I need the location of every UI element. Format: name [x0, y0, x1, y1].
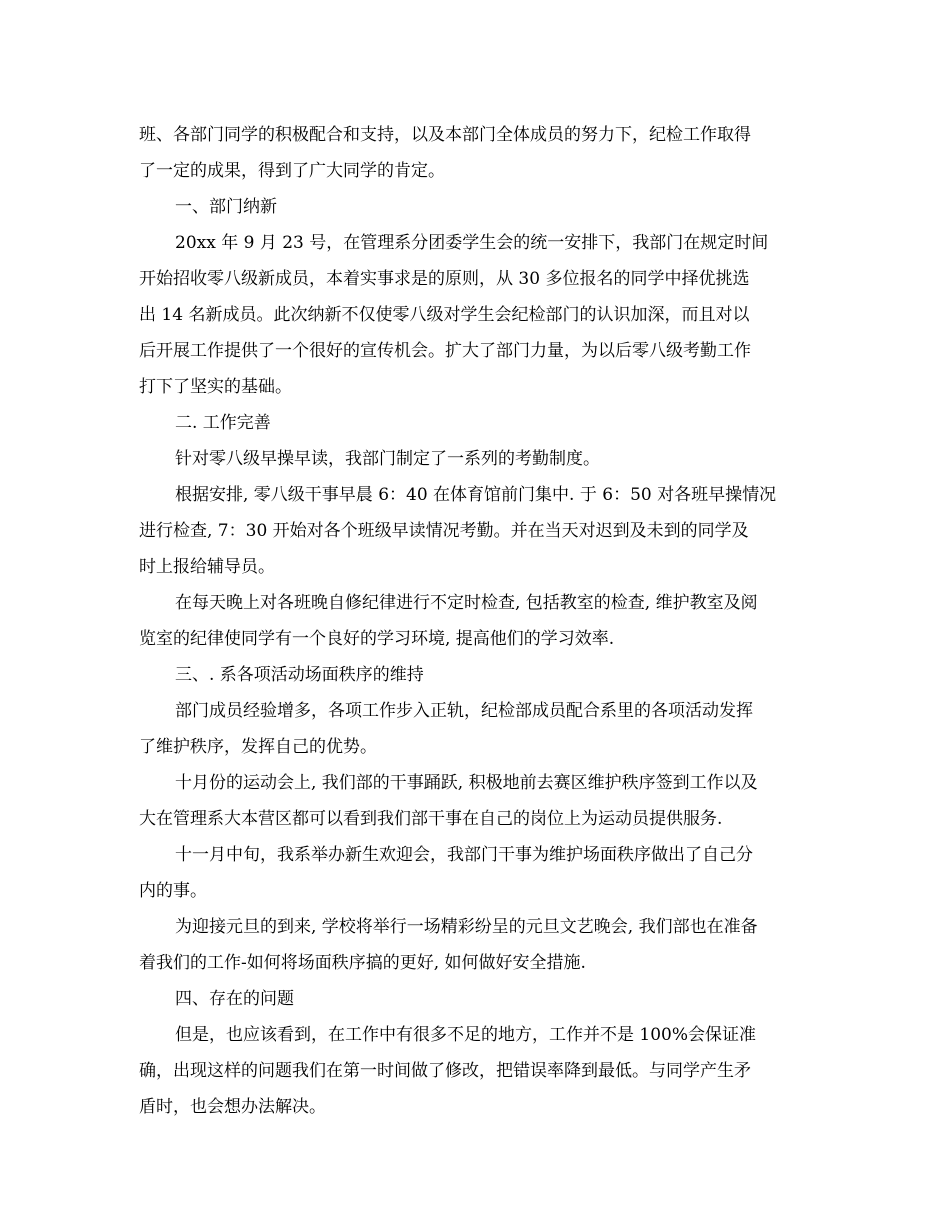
text-line: 针对零八级早操早读，我部门制定了一系列的考勤制度。 — [175, 449, 600, 469]
text-line: 大在管理系大本营区都可以看到我们部干事在自己的岗位上为运动员提供服务. — [139, 809, 723, 829]
text-line: 开始招收零八级新成员，本着实事求是的原则，从 30 多位报名的同学中择优挑选 — [139, 269, 750, 289]
text-line: 十月份的运动会上, 我们部的干事踊跃, 积极地前去赛区维护秩序签到工作以及 — [175, 773, 758, 793]
text-line: 出 14 名新成员。此次纳新不仅使零八级对学生会纪检部门的认识加深，而且对以 — [139, 305, 750, 325]
text-line: 内的事。 — [139, 881, 207, 901]
text-line: 着我们的工作-如何将场面秩序搞的更好, 如何做好安全措施. — [139, 953, 586, 973]
text-line: 盾时，也会想办法解决。 — [139, 1097, 326, 1117]
text-line: 根据安排, 零八级干事早晨 6：40 在体育馆前门集中. 于 6：50 对各班早操情况 — [175, 485, 777, 505]
text-line: 二. 工作完善 — [175, 413, 271, 433]
text-line: 确，出现这样的问题我们在第一时间做了修改，把错误率降到最低。与同学产生矛 — [139, 1061, 751, 1081]
document-body — [139, 117, 814, 1125]
text-line: 一、部门纳新 — [175, 197, 277, 217]
text-line: 但是，也应该看到，在工作中有很多不足的地方，工作并不是 100%会保证准 — [175, 1025, 757, 1045]
text-line: 时上报给辅导员。 — [139, 557, 275, 577]
text-line: 班、各部门同学的积极配合和支持，以及本部门全体成员的努力下，纪检工作取得 — [139, 125, 751, 145]
text-line: 进行检查, 7：30 开始对各个班级早读情况考勤。并在当天对迟到及未到的同学及 — [139, 521, 749, 541]
text-line: 20xx 年 9 月 23 号，在管理系分团委学生会的统一安排下，我部门在规定时间 — [175, 233, 769, 253]
text-line: 了维护秩序，发挥自己的优势。 — [139, 737, 377, 757]
text-line: 四、存在的问题 — [175, 989, 294, 1009]
text-line: 打下了坚实的基础。 — [139, 377, 292, 397]
text-line: 在每天晚上对各班晚自修纪律进行不定时检查, 包括教室的检查, 维护教室及阅 — [175, 593, 758, 613]
text-line: 了一定的成果，得到了广大同学的肯定。 — [139, 161, 445, 181]
text-line: 览室的纪律使同学有一个良好的学习环境, 提高他们的学习效率. — [139, 629, 615, 649]
text-line: 部门成员经验增多，各项工作步入正轨，纪检部成员配合系里的各项活动发挥 — [175, 701, 753, 721]
text-line: 后开展工作提供了一个很好的宣传机会。扩大了部门力量，为以后零八级考勤工作 — [139, 341, 751, 361]
text-line: 为迎接元旦的到来, 学校将举行一场精彩纷呈的元旦文艺晚会, 我们部也在准备 — [175, 917, 758, 937]
text-line: 三、. 系各项活动场面秩序的维持 — [175, 665, 424, 685]
text-line: 十一月中旬，我系举办新生欢迎会，我部门干事为维护场面秩序做出了自己分 — [175, 845, 753, 865]
